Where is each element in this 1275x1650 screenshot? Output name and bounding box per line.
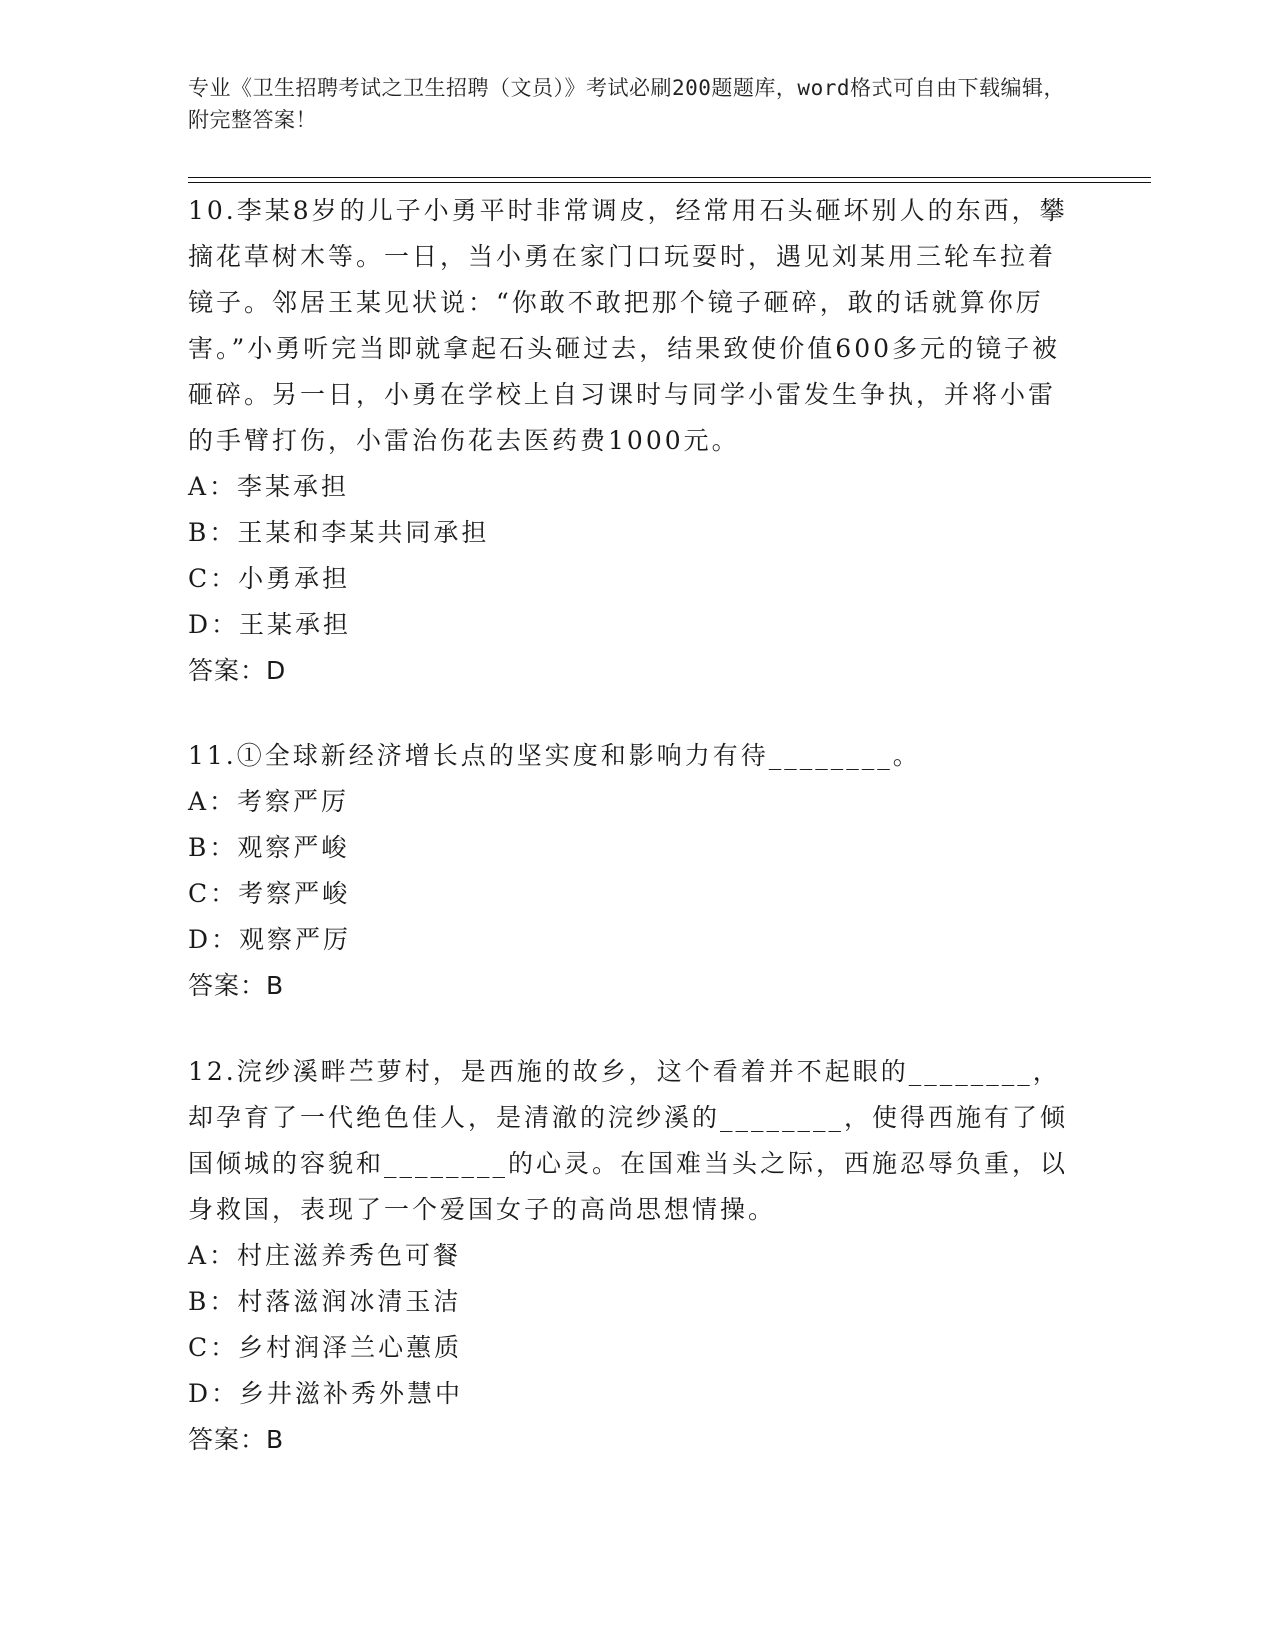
question-10 [188, 188, 1068, 694]
option-b: B：王某和李某共同承担 [188, 518, 490, 547]
answer-line: 答案：B [188, 1425, 285, 1454]
document-header: 专业《卫生招聘考试之卫生招聘（文员）》考试必刷200题题库，word格式可自由下载编辑，附完整答案！ [188, 76, 1065, 132]
option-a: A：李某承担 [188, 472, 350, 501]
option-d: D：乡井滋补秀外慧中 [188, 1379, 464, 1408]
option-b: B：村落滋润冰清玉洁 [188, 1287, 462, 1316]
question-11 [188, 733, 1068, 1009]
option-d: D：王某承担 [188, 610, 352, 639]
option-c: C：考察严峻 [188, 879, 351, 908]
question-stem: 11.①全球新经济增长点的坚实度和影响力有待________。 [188, 741, 921, 770]
option-b: B：观察严峻 [188, 833, 350, 862]
header-divider-top [188, 177, 1151, 178]
answer-line: 答案：D [188, 656, 287, 685]
option-d: D：观察严厉 [188, 925, 352, 954]
option-a: A：考察严厉 [188, 787, 350, 816]
answer-line: 答案：B [188, 971, 285, 1000]
question-12 [188, 1049, 1068, 1463]
question-stem: 10.李某8岁的儿子小勇平时非常调皮，经常用石头砸坏别人的东西，攀摘花草树木等。一日，当小勇在家门口玩耍时，遇见刘某用三轮车拉着镜子。邻居王某见状说：“你敢不敢把那个镜子砸碎，敢的话就算你厉害。”小勇听完当即就拿起石头砸过去，结果致使价值600多元的镜子被砸碎。另一日，小勇在学校上自习课时与同学小雷发生争执，并将小雷的手臂打伤，小雷治伤花去医药费1000元。 [188, 196, 1068, 455]
option-c: C：小勇承担 [188, 564, 351, 593]
question-stem: 12.浣纱溪畔苎萝村，是西施的故乡，这个看着并不起眼的________，却孕育了一代绝色佳人，是清澈的浣纱溪的________，使得西施有了倾国倾城的容貌和________的心灵。在国难当头之际，西施忍辱负重，以身救国，表现了一个爱国女子的高尚思想情操。 [188, 1057, 1069, 1224]
header-divider-bottom [188, 182, 1151, 183]
option-c: C：乡村润泽兰心蕙质 [188, 1333, 463, 1362]
option-a: A：村庄滋养秀色可餐 [188, 1241, 462, 1270]
